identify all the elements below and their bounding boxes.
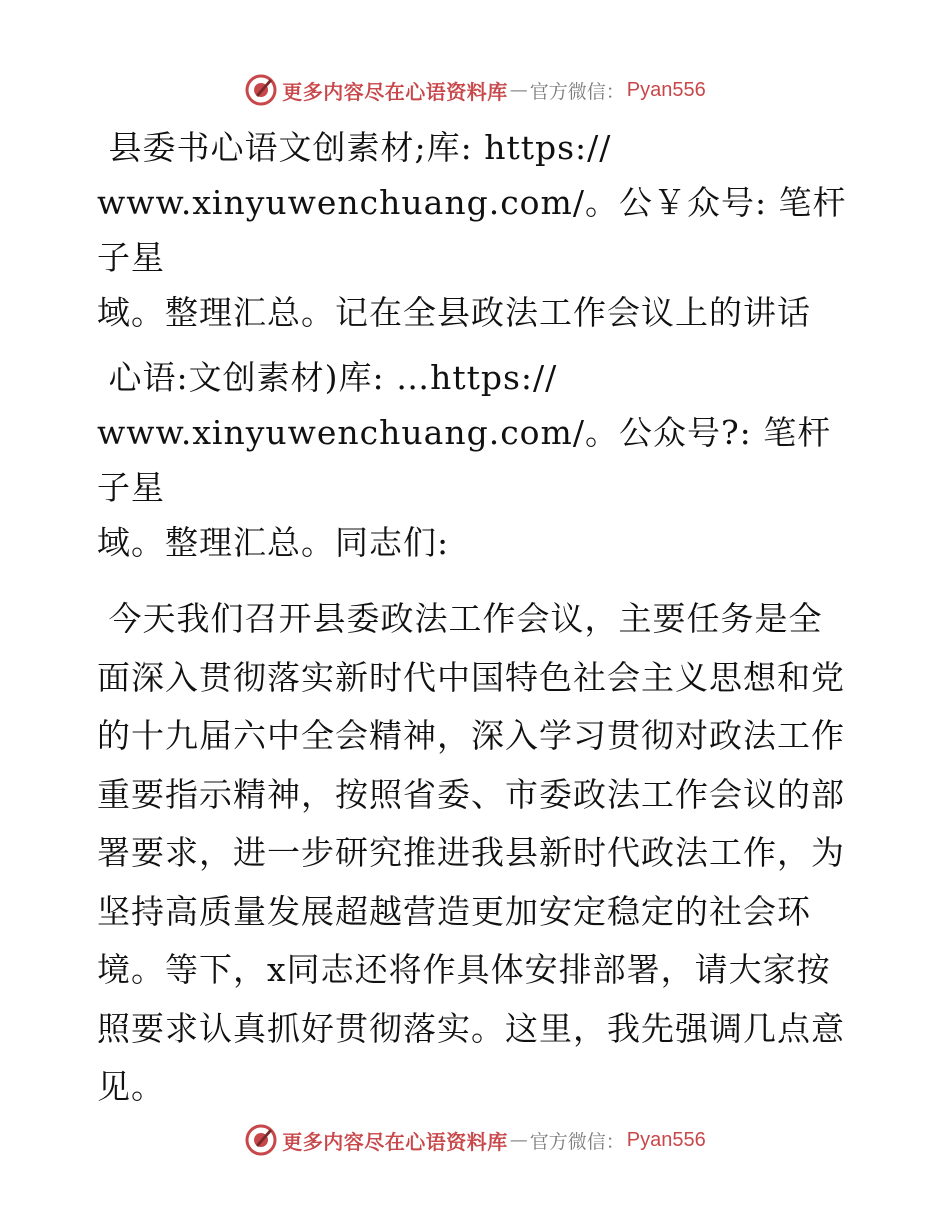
watermark-official-label: 官方微信： [529, 80, 625, 103]
document-body [97, 120, 857, 1117]
paragraph-title: 县委书心语文创素材;库: https:// www.xinyuwenchuang.com/。公￥众号: 笔杆子星 域。整理汇总。记在全县政法工作会议上的讲话 [97, 128, 847, 332]
watermark-wechat-id: Pyan556 [626, 1128, 706, 1151]
watermark-text: 更多内容尽在心语资料库 [282, 1129, 508, 1154]
watermark-wechat-id: Pyan556 [626, 78, 706, 101]
watermark-official-label: 官方微信： [529, 1130, 625, 1153]
header-watermark [0, 70, 950, 110]
footer-watermark [0, 1120, 950, 1160]
logo-icon [244, 73, 278, 107]
logo-icon [244, 1123, 278, 1157]
watermark-separator: — [509, 1129, 528, 1151]
paragraph-greeting: 心语:文创素材)库: …https:// www.xinyuwenchuang.com/。公众号?: 笔杆子星 域。整理汇总。同志们: [97, 358, 832, 562]
paragraph-body: 今天我们召开县委政法工作会议，主要任务是全 面深入贯彻落实新时代中国特色社会主义思想和党 的十九届六中全会精神，深入学习贯彻对政法工作 重要指示精神，按照省委、市委政法工作会议的部 署要求，进一步研究推进我县新时代政法工作，为 坚持高质量发展超越营造更加安定稳定的社会环 境。等下，x同志还将作具体安排部署，请大家按 照要求认真抓好贯彻落实。这里，我先强调几点意 见。 [97, 599, 845, 1106]
watermark-separator: — [509, 79, 528, 101]
watermark-text: 更多内容尽在心语资料库 [282, 79, 508, 104]
